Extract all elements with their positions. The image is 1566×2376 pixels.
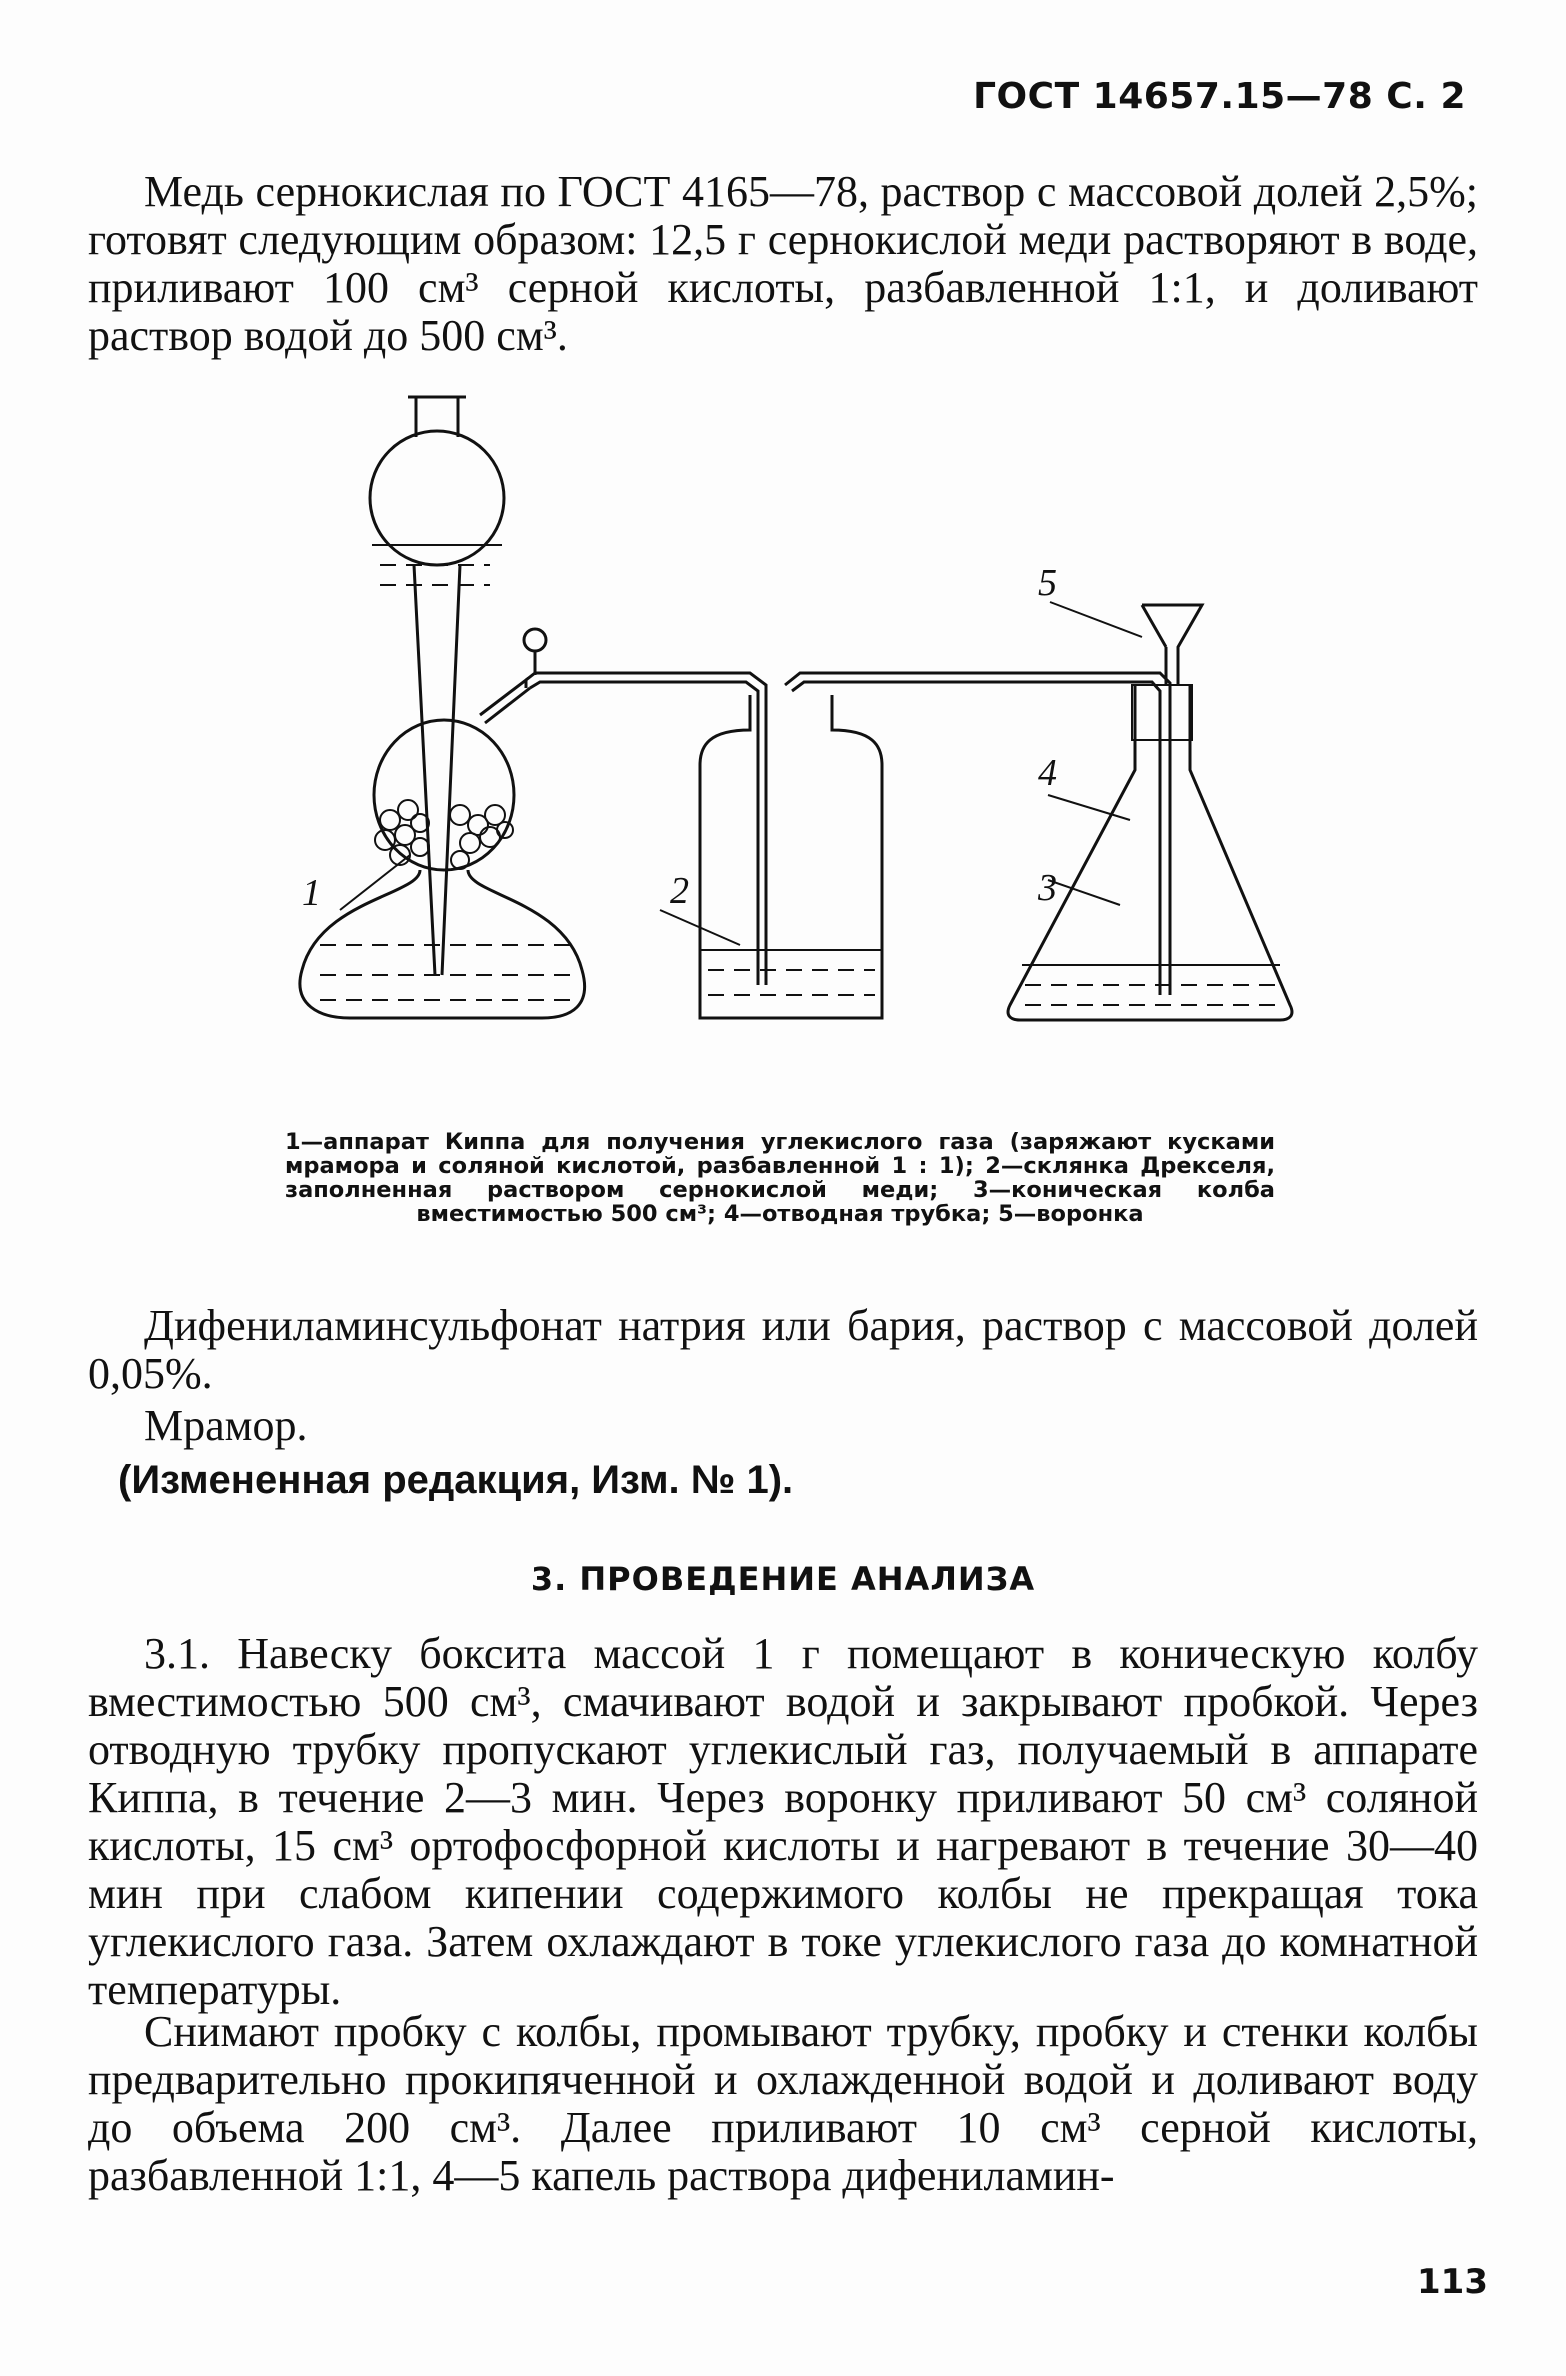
connecting-tube-1: [526, 673, 766, 695]
label-1: 1: [302, 872, 321, 914]
conical-flask: [1008, 685, 1292, 1020]
page-number: 113: [1417, 2262, 1488, 2302]
label-5: 5: [1038, 562, 1057, 604]
document-header: ГОСТ 14657.15—78 С. 2: [973, 76, 1466, 117]
paragraph-3-1: 3.1. Навеску боксита массой 1 г помещают в коническую колбу вместимостью 500 см³, смачивают водой и закрывают пробкой. Через отводную трубку пропускают углекислый газ, получаемый в аппарате Киппа, в течение 2—3 мин. Через воронку приливают 50 см³ соляной кислоты, 15 см³ ортофосфорной кислоты и нагревают в течение 30—40 мин при слабом кипении содержимого колбы не прекращая тока углекислого газа. Затем охлаждают в токе углекислого газа до комнатной температуры.: [88, 1629, 1478, 2014]
paragraph-continuation: Снимают пробку с колбы, промывают трубку, пробку и стенки колбы предварительно прокипяченной и охлажденной водой и доливают воду до объема 200 см³. Далее приливают 10 см³ серной кислоты, разбавленной 1:1, 4—5 капель раствора дифениламин-: [88, 2007, 1478, 2200]
apparatus-diagram: [280, 385, 1300, 1065]
paragraph-diphenylamine: Дифениламинсульфонат натрия или бария, раствор с массовой долей 0,05%.: [88, 1301, 1478, 1398]
figure-caption: 1—аппарат Киппа для получения углекислого газа (заряжают кусками мрамора и соляной кислотой, разбавленной 1 : 1); 2—склянка Дрекселя, заполненная раствором сернокислой меди; 3—коническая колба вместимостью 500 см³; 4—отводная трубка; 5—воронка: [285, 1129, 1275, 1227]
drechsel-inlet: [758, 695, 766, 985]
paragraph-copper-sulfate: Медь сернокислая по ГОСТ 4165—78, раствор с массовой долей 2,5%; готовят следующим образом: 12,5 г сернокислой меди растворяют в воде, приливают 100 см³ серной кислоты, разбавленной 1:1, и доливают раствор водой до 500 см³.: [88, 167, 1478, 360]
kipp-outlet-tube: [480, 680, 530, 723]
label-2: 2: [670, 870, 689, 912]
apparatus-figure: [280, 385, 1300, 1065]
paragraph-marble: Мрамор.: [144, 1401, 308, 1450]
drechsel-outlet: [785, 673, 1170, 995]
section-title: 3. ПРОВЕДЕНИЕ АНАЛИЗА: [530, 1560, 1036, 1598]
kipp-central-tube: [414, 565, 460, 975]
label-4: 4: [1038, 752, 1057, 794]
paragraph-revision-note: (Измененная редакция, Изм. № 1).: [118, 1458, 794, 1502]
label-3: 3: [1038, 867, 1057, 909]
